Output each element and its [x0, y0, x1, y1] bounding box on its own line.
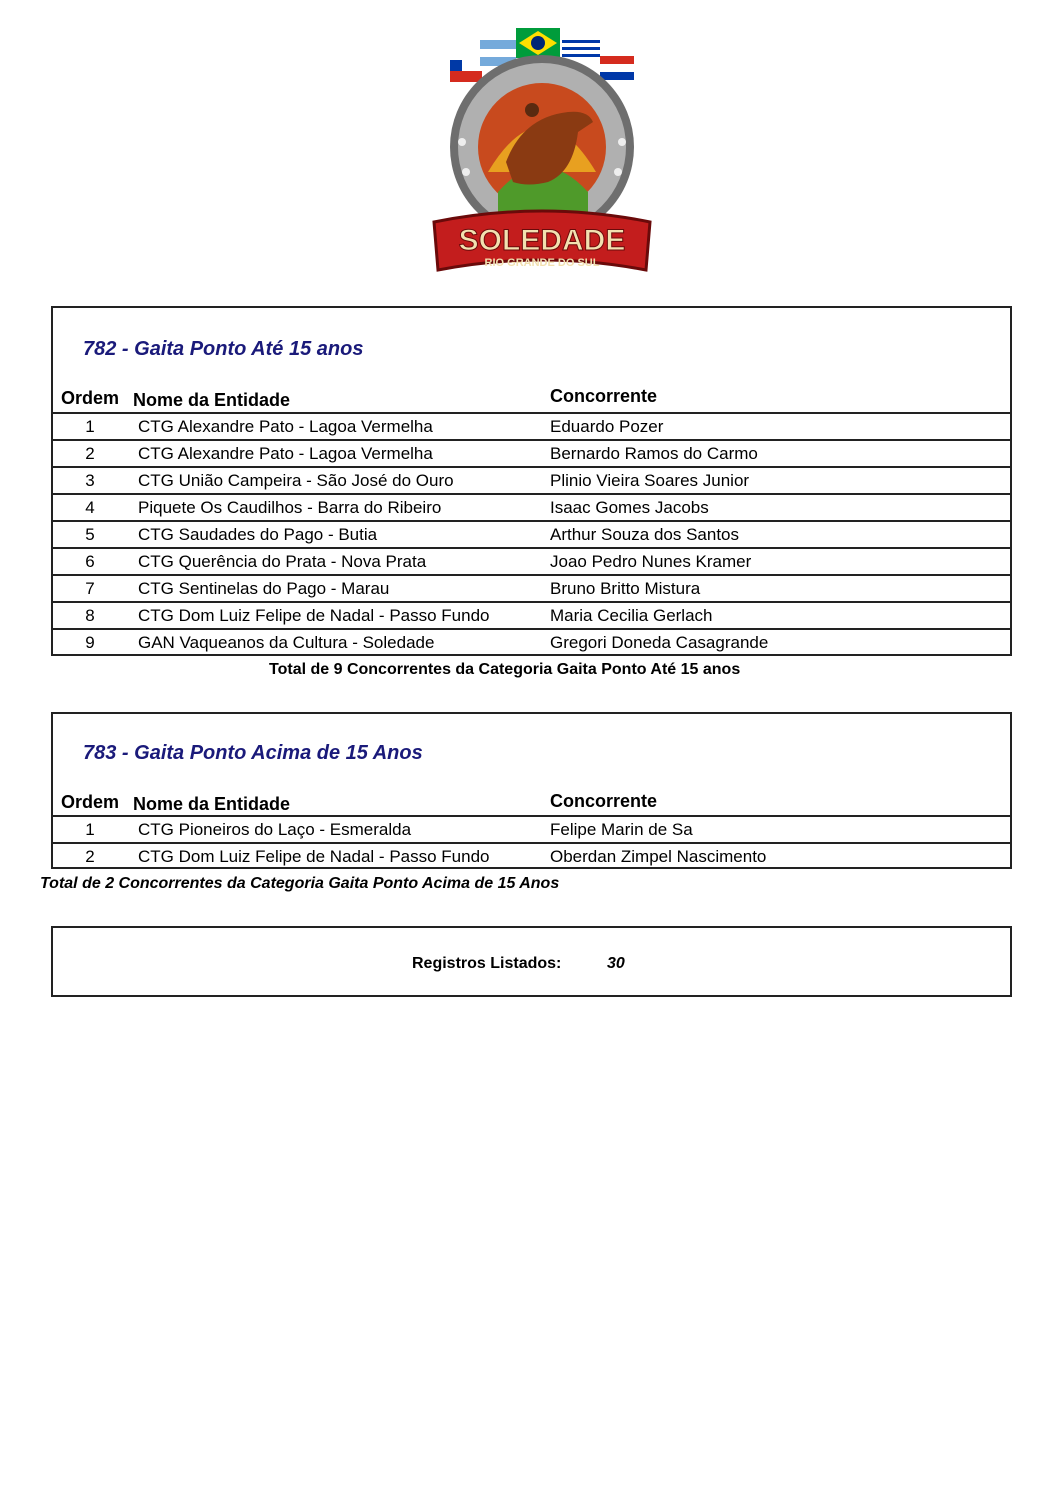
- table-row: [53, 601, 1010, 628]
- col-header-ordem: Ordem: [61, 388, 120, 408]
- cell-entidade: CTG Alexandre Pato - Lagoa Vermelha: [138, 417, 433, 436]
- cell-ordem: 3: [85, 471, 95, 490]
- col-header-concorrente: Concorrente: [550, 791, 658, 811]
- col-header-entidade: Nome da Entidade: [133, 794, 291, 814]
- col-header-concorrente: Concorrente: [550, 386, 658, 406]
- cell-concorrente: Eduardo Pozer: [550, 417, 664, 436]
- cell-concorrente: Bruno Britto Mistura: [550, 579, 701, 598]
- section-total: Total de 9 Concorrentes da Categoria Gaita Ponto Até 15 anos: [269, 661, 741, 678]
- cell-entidade: CTG Pioneiros do Laço - Esmeralda: [138, 820, 412, 839]
- cell-entidade: Piquete Os Caudilhos - Barra do Ribeiro: [138, 498, 442, 517]
- table-row: [53, 628, 1010, 655]
- cell-entidade: CTG Saudades do Pago - Butia: [138, 525, 378, 544]
- col-header-entidade: Nome da Entidade: [133, 390, 291, 410]
- event-logo: [428, 22, 656, 284]
- section-total: Total de 2 Concorrentes da Categoria Gaita Ponto Acima de 15 Anos: [40, 875, 560, 892]
- cell-ordem: 5: [85, 525, 95, 544]
- table-row: [53, 547, 1010, 574]
- cell-concorrente: Maria Cecilia Gerlach: [550, 606, 713, 625]
- records-count: 30: [607, 955, 625, 972]
- cell-ordem: 2: [85, 444, 95, 463]
- table-row: [53, 574, 1010, 601]
- section-title: 783 - Gaita Ponto Acima de 15 Anos: [83, 742, 423, 764]
- table-row: [53, 439, 1010, 466]
- cell-concorrente: Bernardo Ramos do Carmo: [550, 444, 758, 463]
- col-header-ordem: Ordem: [61, 792, 120, 812]
- cell-concorrente: Gregori Doneda Casagrande: [550, 633, 769, 652]
- category-section: [51, 306, 1012, 656]
- cell-entidade: CTG Dom Luiz Felipe de Nadal - Passo Fundo: [138, 847, 490, 866]
- cell-entidade: CTG Alexandre Pato - Lagoa Vermelha: [138, 444, 433, 463]
- cell-ordem: 8: [85, 606, 95, 625]
- cell-entidade: CTG União Campeira - São José do Ouro: [138, 471, 454, 490]
- cell-concorrente: Arthur Souza dos Santos: [550, 525, 740, 544]
- table-row: [53, 520, 1010, 547]
- cell-ordem: 6: [85, 552, 95, 571]
- cell-entidade: GAN Vaqueanos da Cultura - Soledade: [138, 633, 435, 652]
- cell-concorrente: Joao Pedro Nunes Kramer: [550, 552, 752, 571]
- cell-entidade: CTG Dom Luiz Felipe de Nadal - Passo Fundo: [138, 606, 490, 625]
- cell-entidade: CTG Querência do Prata - Nova Prata: [138, 552, 427, 571]
- section-title: 782 - Gaita Ponto Até 15 anos: [83, 338, 364, 360]
- logo-banner-subtitle: RIO GRANDE DO SUL: [484, 257, 600, 269]
- category-section: [51, 712, 1012, 869]
- cell-entidade: CTG Sentinelas do Pago - Marau: [138, 579, 390, 598]
- cell-concorrente: Isaac Gomes Jacobs: [550, 498, 709, 517]
- cell-ordem: 7: [85, 579, 95, 598]
- records-label: Registros Listados:: [412, 955, 562, 972]
- cell-concorrente: Plinio Vieira Soares Junior: [550, 471, 750, 490]
- cell-ordem: 1: [85, 820, 95, 839]
- table-row: [53, 815, 1010, 842]
- cell-ordem: 9: [85, 633, 95, 652]
- cell-ordem: 4: [85, 498, 95, 517]
- cell-ordem: 1: [85, 417, 95, 436]
- logo-banner-title: SOLEDADE: [458, 224, 626, 257]
- summary-box: [51, 926, 1012, 997]
- table-row: [53, 412, 1010, 439]
- cell-concorrente: Oberdan Zimpel Nascimento: [550, 847, 767, 866]
- cell-ordem: 2: [85, 847, 95, 866]
- cell-concorrente: Felipe Marin de Sa: [550, 820, 693, 839]
- table-row: [53, 493, 1010, 520]
- table-row: [53, 466, 1010, 493]
- table-row: [53, 842, 1010, 869]
